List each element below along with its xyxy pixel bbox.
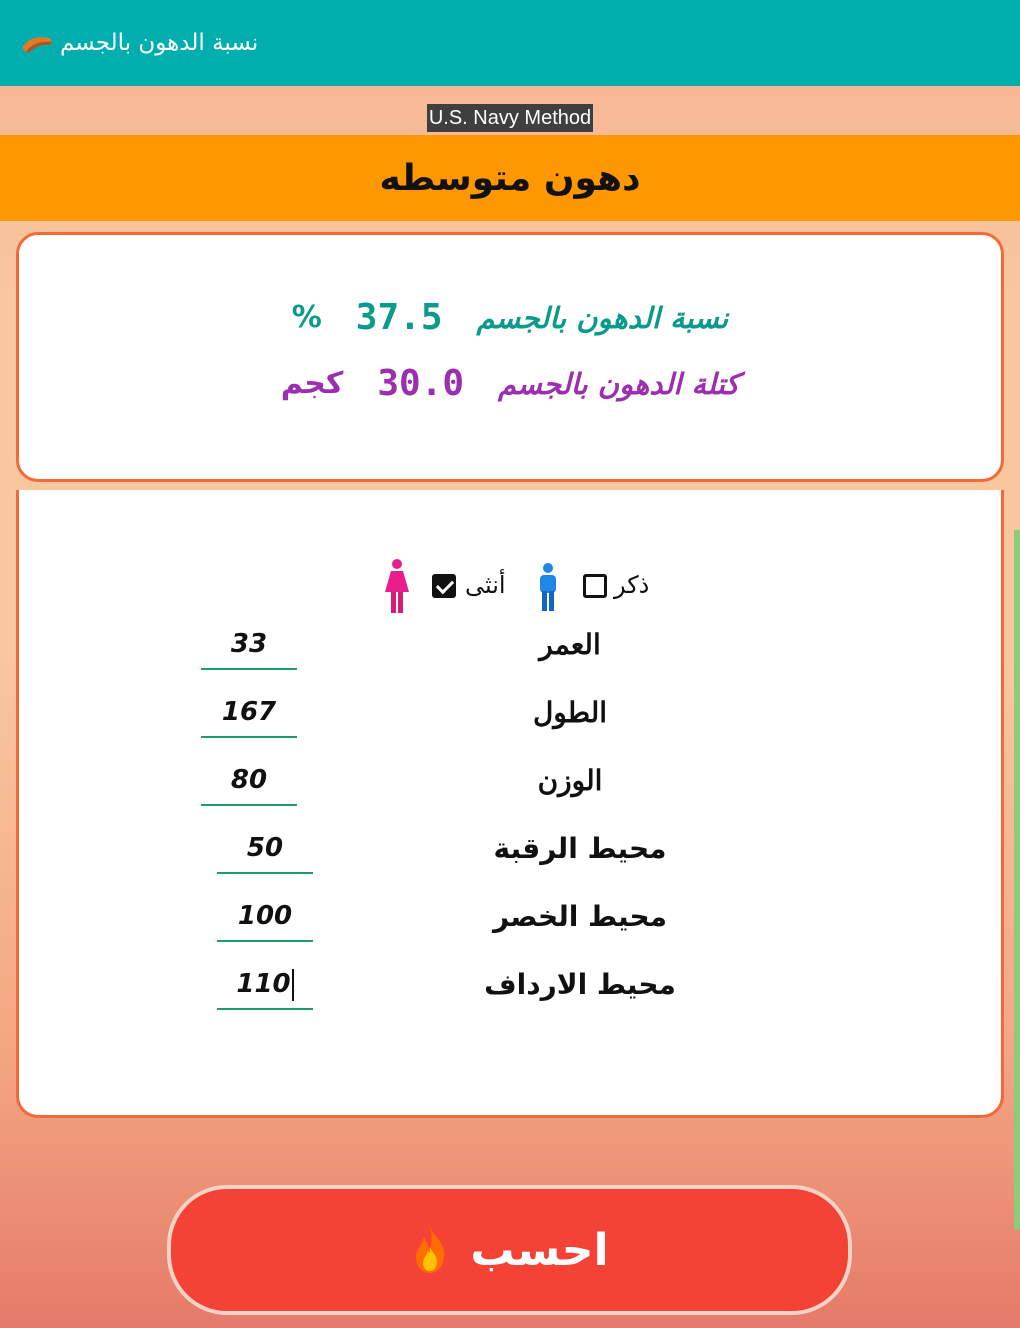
fire-icon — [410, 1225, 450, 1275]
height-label: الطول — [532, 696, 608, 729]
fat-percent-label: نسبة الدهون بالجسم — [476, 300, 729, 335]
height-input[interactable]: 167 — [201, 692, 297, 738]
fat-percent-row — [19, 297, 1001, 338]
waist-input[interactable]: 100 — [217, 896, 313, 942]
male-checkbox[interactable] — [583, 574, 607, 598]
calculate-button[interactable] — [167, 1185, 852, 1315]
fat-mass-label: كتلة الدهون بالجسم — [498, 366, 740, 401]
gender-selector — [0, 556, 1020, 616]
fat-percent-value: 37.5 — [355, 297, 443, 338]
app-bar — [0, 0, 1020, 86]
age-input[interactable]: 33 — [201, 624, 297, 670]
method-label-wrap — [0, 104, 1020, 132]
fat-mass-value: 30.0 — [377, 363, 465, 404]
hips-input[interactable] — [217, 964, 313, 1010]
hips-label: محيط الارداف — [484, 968, 676, 1001]
hips-input-value: 110 — [236, 969, 291, 999]
fat-category-text: دهون متوسطه — [379, 157, 641, 199]
weight-input[interactable]: 80 — [201, 760, 297, 806]
fat-mass-unit: كجم — [280, 366, 344, 401]
age-label: العمر — [539, 628, 601, 661]
app-title: نسبة الدهون بالجسم — [60, 30, 259, 56]
fat-percent-unit: % — [291, 300, 322, 335]
method-label: U.S. Navy Method — [427, 104, 593, 132]
fat-mass-row — [19, 363, 1001, 404]
waist-label: محيط الخصر — [493, 900, 667, 933]
male-icon — [535, 562, 561, 612]
female-label: أنثى — [465, 571, 506, 599]
tape-measure-icon — [20, 32, 54, 54]
text-caret — [292, 969, 294, 1001]
female-checkbox[interactable] — [432, 574, 456, 598]
fat-category-bar — [0, 135, 1020, 221]
neck-input[interactable]: 50 — [217, 828, 313, 874]
calculate-button-label: احسب — [470, 1224, 609, 1276]
neck-label: محيط الرقبة — [493, 832, 667, 865]
female-icon — [382, 558, 412, 614]
male-label: ذكر — [614, 571, 650, 599]
weight-label: الوزن — [537, 764, 603, 797]
scroll-indicator — [1014, 530, 1020, 1230]
result-card — [16, 232, 1004, 482]
